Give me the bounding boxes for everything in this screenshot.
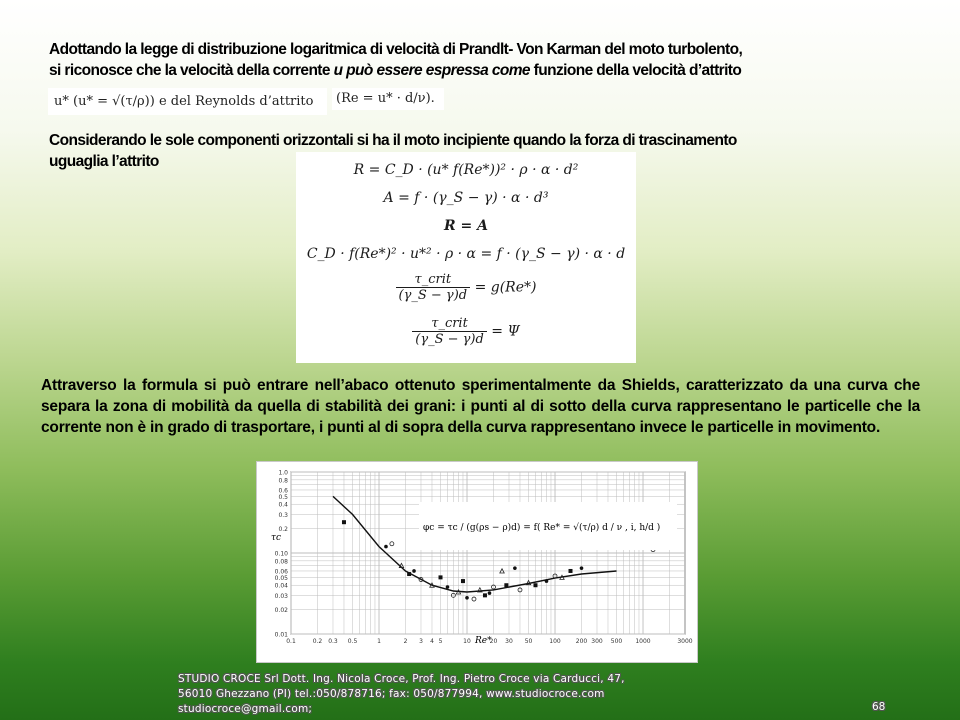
x-tick-label: 100: [549, 638, 561, 645]
data-point: [390, 542, 394, 546]
fraction-psi-num: τ_crit: [412, 316, 487, 332]
x-tick-label: 500: [610, 638, 623, 645]
x-tick-label: 200: [575, 638, 588, 645]
data-point: [488, 591, 492, 595]
equation-balance: R = A: [444, 218, 488, 234]
y-axis-label: τc: [271, 533, 282, 543]
x-tick-label: 3000: [677, 638, 693, 645]
shields-chart-svg: [257, 462, 697, 662]
y-tick-label: 0.06: [274, 568, 288, 576]
fraction-g-num: τ_crit: [396, 272, 471, 288]
equation-drag-force: R = C_D · (u* f(Re*))² · ρ · α · d²: [353, 162, 579, 178]
data-point: [504, 583, 508, 587]
data-point: [580, 566, 584, 570]
fraction-psi: [412, 316, 487, 347]
equation-friction: A = f · (γ_S − γ) · α · d³: [383, 190, 549, 206]
y-tick-label: 0.8: [278, 477, 288, 485]
x-tick-label: 0.3: [328, 638, 338, 645]
equations-box: [296, 152, 636, 363]
y-tick-label: 0.2: [278, 526, 288, 534]
y-tick-label: 0.4: [278, 501, 288, 509]
x-tick-label: 10: [463, 638, 471, 645]
x-tick-label: 30: [505, 638, 513, 645]
y-tick-label: 0.08: [274, 558, 288, 566]
intro-line2a: si riconosce che la velocità della corrente: [49, 62, 334, 79]
data-point: [446, 585, 450, 589]
data-point: [412, 569, 416, 573]
fraction-g-rhs: = g(Re*): [474, 279, 537, 296]
footer: [178, 672, 698, 717]
y-tick-label: 0.01: [274, 631, 288, 639]
x-tick-label: 0.5: [347, 638, 358, 645]
data-point: [569, 569, 573, 573]
footer-line1: STUDIO CROCE Srl Dott. Ing. Nicola Croce, Prof. Ing. Pietro Croce via Carducci, 47,: [178, 673, 625, 685]
footer-line2: 56010 Ghezzano (PI) tel.:050/878716; fax: 050/877994, www.studiocroce.com: [178, 688, 605, 700]
x-tick-label: 20: [489, 638, 498, 645]
footer-line3: studiocroce@gmail.com;: [178, 703, 313, 715]
x-tick-label: 50: [524, 638, 533, 645]
y-tick-label: 0.10: [274, 550, 288, 558]
forces-line2: uguaglia l’attrito: [49, 153, 159, 170]
fraction-psi-rhs: = Ψ: [491, 323, 520, 340]
x-tick-label: 5: [438, 638, 443, 645]
x-tick-label: 4: [430, 638, 434, 645]
y-tick-label: 0.5: [278, 493, 288, 501]
fraction-psi-den: (γ_S − γ)d: [415, 332, 484, 347]
equation-shields-psi: [296, 316, 636, 347]
data-point: [407, 572, 411, 576]
forces-line1: Considerando le sole componenti orizzontali si ha il moto incipiente quando la forza di trascinamento: [49, 132, 737, 149]
y-tick-label: 0.6: [278, 487, 288, 495]
chart-grid: [291, 472, 685, 634]
x-tick-label: 300: [591, 638, 603, 645]
data-point: [461, 579, 465, 583]
formula-reynolds: (Re = u* · d/ν).: [332, 88, 444, 110]
x-tick-label: 3: [419, 638, 423, 645]
paragraph-shields: Attraverso la formula si può entrare nell’abaco ottenuto sperimentalmente da Shields, caratterizzato da una curva che separa la zona di mobilità da quella di stabilità dei grani: i punti al di sotto della curva rappresentano le particelle che la corrente non è in grado di trasportare, i punti al di sopra della curva rappresentano invece le particelle in movimento.: [41, 377, 920, 436]
page-number: 68: [872, 701, 886, 713]
paragraph-intro: [49, 39, 929, 81]
intro-line2b: u può essere espressa come: [333, 62, 530, 79]
x-tick-label: 0.1: [286, 638, 296, 645]
x-axis-label: Re*: [475, 636, 492, 646]
fraction-g-den: (γ_S − γ)d: [398, 288, 468, 303]
data-point: [472, 597, 476, 601]
shields-chart: [256, 461, 698, 663]
x-tick-label: 1: [377, 638, 381, 645]
formula-ustar: u* (u* = √(τ/ρ)) e del Reynolds d’attrito: [48, 88, 327, 115]
x-tick-label: 0.2: [312, 638, 323, 645]
data-point: [545, 579, 549, 583]
y-tick-label: 0.02: [274, 607, 288, 615]
y-tick-label: 0.03: [274, 592, 288, 600]
data-point: [513, 566, 517, 570]
data-point: [465, 596, 469, 600]
y-tick-label: 0.05: [274, 574, 288, 582]
equation-expanded: C_D · f(Re*)² · u*² · ρ · α = f · (γ_S − γ) · α · d: [306, 246, 626, 262]
equation-shields-g: [296, 272, 636, 303]
data-point: [384, 545, 388, 549]
y-tick-label: 1.0: [278, 469, 288, 477]
intro-line1: Adottando la legge di distribuzione logaritmica di velocità di Prandlt- Von Karman del moto turbolento,: [49, 41, 743, 58]
x-tick-label: 1000: [635, 638, 651, 645]
y-tick-label: 0.04: [274, 582, 288, 590]
data-point: [533, 583, 537, 587]
data-point: [342, 520, 346, 524]
y-tick-labels: [275, 470, 289, 639]
x-tick-label: 2: [403, 638, 408, 645]
fraction-g: [396, 272, 471, 303]
y-tick-label: 0.3: [278, 511, 288, 519]
data-point: [483, 593, 487, 597]
formula-label: φc = τc / (g(ρs − ρ)d) = f( Re* = √(τ/ρ) d / ν , i, h/d ): [423, 523, 661, 533]
intro-line2c: funzione della velocità d’attrito: [529, 62, 742, 79]
data-point: [439, 575, 443, 579]
